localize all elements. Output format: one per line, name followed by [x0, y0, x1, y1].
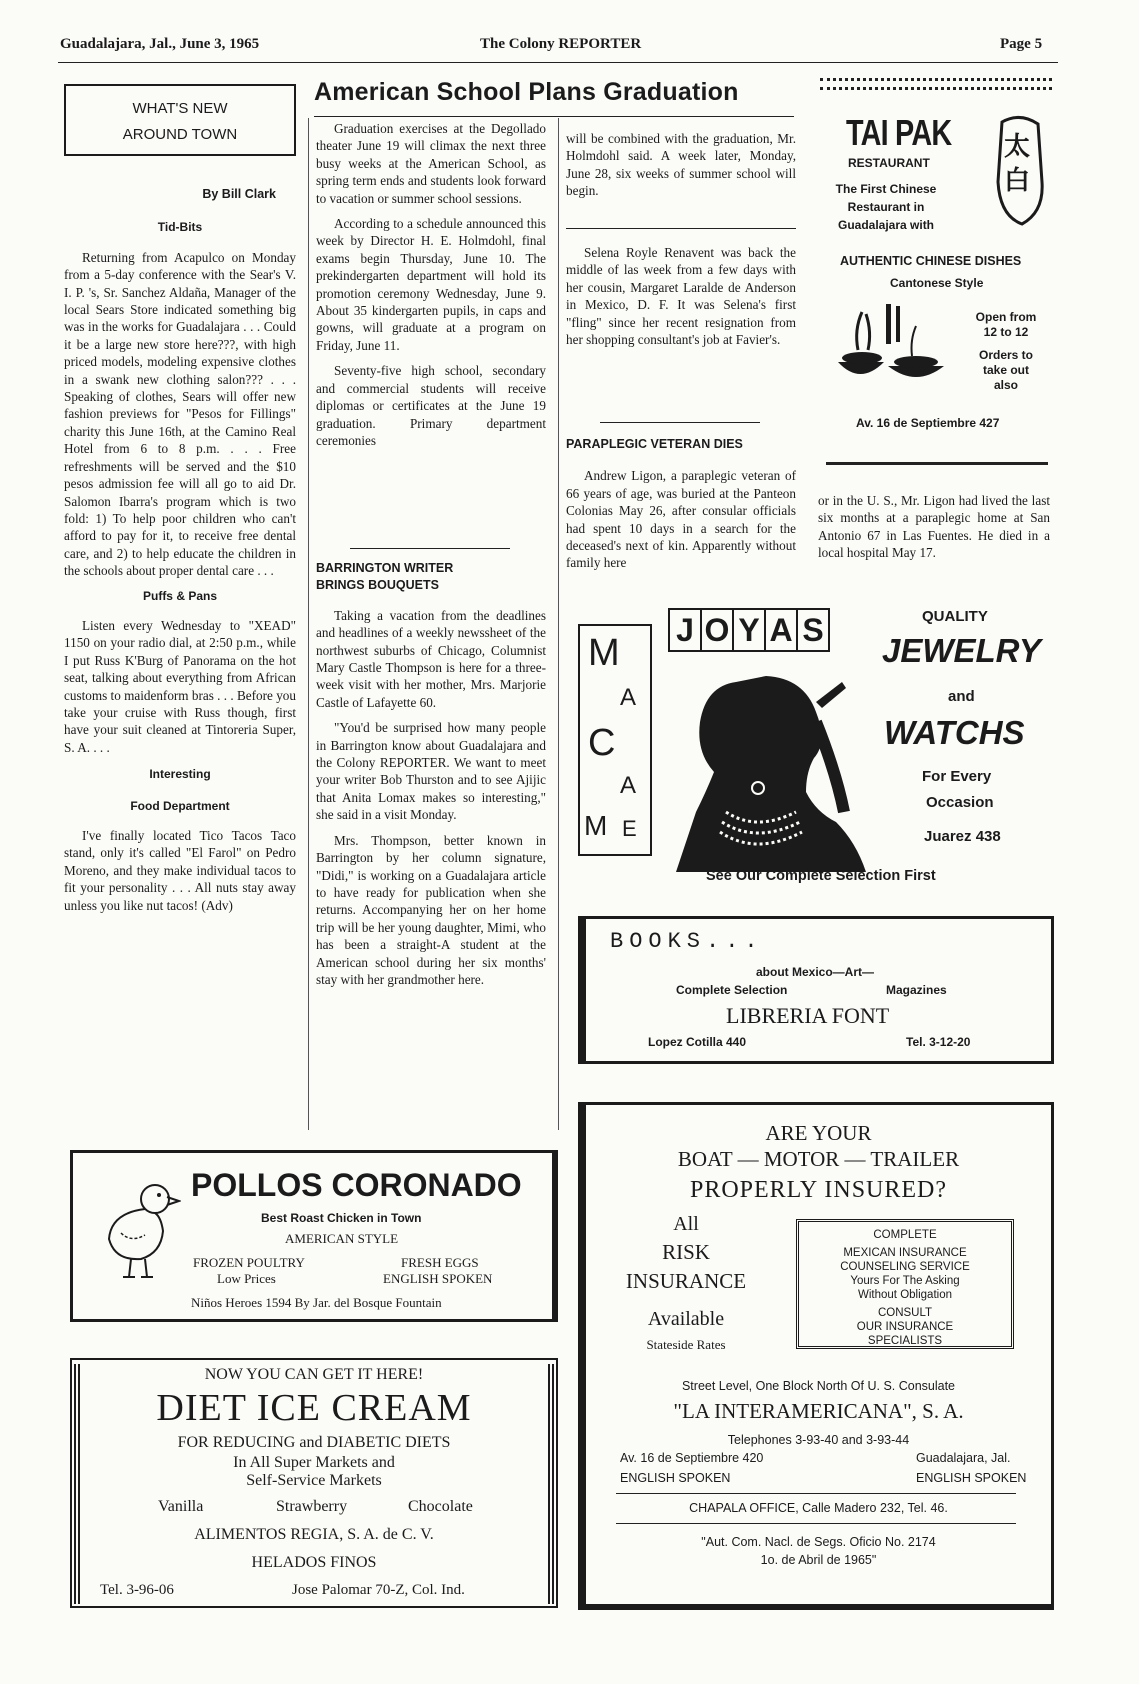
taipak-style: Cantonese Style [890, 276, 984, 290]
insurance-available: Available [647, 1308, 725, 1330]
joyas-and: and [948, 688, 975, 705]
masthead-rule [58, 62, 1058, 63]
taipak-open-2: 12 to 12 [983, 325, 1029, 339]
insurance-stateside: Stateside Rates [646, 1337, 726, 1352]
paper-name: The Colony REPORTER [480, 36, 642, 52]
taipak-orders-2: take out [982, 363, 1029, 377]
pollos-eggs: FRESH EGGS [401, 1255, 479, 1270]
insurance-phones: Telephones 3-93-40 and 3-93-44 [727, 1433, 910, 1447]
barrington-p1: Taking a vacation from the deadlines and headlines of a weekly newssheet of the northwest suburbs of Chicago, Columnist Mary Castle Thompson is here for a three-week visit with her mother, Mrs. Marjorie Castle of Lafayette 60. [316, 607, 546, 710]
macame-a2: A [620, 772, 637, 799]
whats-new-title-2: AROUND TOWN [122, 126, 238, 143]
taipak-restaurant: RESTAURANT [848, 156, 930, 170]
puffs-pans-text: Listen every Wednesday to "XEAD" 1150 on your radio dial, at 2:50 p.m., while I put Russ K'Burg of Panorama on the hot seat, talking about everything from African customs to maidenform bras . . . Before you take your cruise with Russ though, first have your suit cleaned at Tintoreria Super, S. A. . . . [64, 617, 296, 755]
diet-ad [70, 1358, 558, 1608]
graduation-p1: Graduation exercises at the Degollado theater June 19 will climax the next three busy weeks at the American School, as spring term ends and students look forward to vacation or summer school sessions. [316, 121, 546, 206]
insurance-addr: Av. 16 de Septiembre 420 [620, 1451, 764, 1465]
selena-column [566, 244, 796, 356]
graduation-p4: will be combined with the graduation, Mr. Holmdohl said. A week later, Monday, June 28, six weeks of summer school will begin. [566, 131, 796, 199]
barrington-p3: Mrs. Thompson, better known in Barrington by her column signature, "Didi," is working on a Guadalajara article to have ready for publication when she returns. Accompanying her on her home trip will be her young daughter, Mimi, who has been a straight-A student at the American school during her six months' stay with her grandmother here. [316, 832, 546, 987]
taipak-border [820, 78, 1052, 90]
paraplegic-head: PARAPLEGIC VETERAN DIES [566, 437, 743, 451]
insurance-box-7: OUR INSURANCE [856, 1321, 954, 1333]
whats-new-title-1: WHAT'S NEW [132, 100, 228, 117]
paraplegic-column [566, 436, 796, 580]
taipak-tag-1: The First Chinese [835, 182, 937, 196]
graduation-p3: Seventy-five high school, secondary and commercial students will receive diplomas or certificates at the June 19 graduation. Primary department ceremonies [316, 363, 546, 448]
barrington-head-2: BRINGS BOUQUETS [316, 578, 439, 593]
insurance-box-8: SPECIALISTS [867, 1335, 943, 1347]
col3-rule-2 [600, 422, 760, 423]
col2-rule [350, 548, 510, 549]
insurance-aut-2: 1o. de Abril de 1965" [760, 1553, 877, 1567]
barrington-head-1: BARRINGTON WRITER [316, 561, 454, 575]
insurance-ad [578, 1102, 1054, 1610]
page-number: Page 5 [1000, 36, 1043, 52]
taipak-authentic: AUTHENTIC CHINESE DISHES [840, 254, 1022, 268]
taipak-orders-3: also [993, 378, 1018, 392]
pollos-ad [70, 1150, 558, 1322]
joyas-letters [668, 608, 830, 652]
insurance-risk: RISK [662, 1240, 710, 1264]
insurance-street: Street Level, One Block North Of U. S. Consulate [681, 1379, 956, 1393]
insurance-box-5: Without Obligation [858, 1289, 952, 1301]
insurance-rule-2 [616, 1523, 1016, 1524]
col3-rule-1 [566, 228, 796, 229]
whats-new-box [64, 84, 296, 156]
joyas-occasion: Occasion [926, 794, 994, 811]
diet-tel: Tel. 3-96-06 [100, 1582, 174, 1598]
joyas-watchs: WATCHS [884, 714, 1025, 751]
graduation-headline: American School Plans Graduation [314, 78, 739, 106]
insurance-left [606, 1213, 766, 1353]
paraplegic-p1: Andrew Ligon, a paraplegic veteran of 66 years of age, was buried at the Panteon Colonias May 26, after consular officials had spent 10 days in a search for the deceased's next of kin. Apparently without family here [566, 468, 796, 571]
paraplegic-column-b [818, 492, 1050, 570]
insurance-all: All [673, 1213, 699, 1235]
chinese-char-2: 白 [1004, 166, 1031, 195]
diet-flavor-vanilla: Vanilla [158, 1498, 204, 1515]
food-department-heading: Food Department [130, 798, 230, 813]
graduation-column-b [566, 130, 796, 208]
insurance-box-2: MEXICAN INSURANCE [843, 1247, 967, 1259]
taipak-open-1: Open from [975, 310, 1037, 324]
tid-bits-text: Returning from Acapulco on Monday from a 5-day conference with the Sear's V. I. P. 's, Sr. Sanchez Aldaña, Manager of the local Sears Store indicated something big was in the works for Guadalajara . . . Could it be a large new store here???, with high priced models, modeling expensive clothes in a swank new clothing salon??? . . . Speaking of clothes, Sears will offer new fashion previews for "Pesos for Fillings" charity this June 16th, at the Camino Real Hotel from 6 to 8 p.m. . . . Free refreshments will be served and the $10 pesos admission fee will all go to aid Dr. Salomon Ibarra's program which is two fold: 1) To help poor children who can't afford to pay for it, to receive free dental care, and 2) to help educate the children in the schools about proper dental care . . . [64, 249, 296, 579]
col-divider-1 [308, 118, 309, 1130]
joyas-letter-o: O [702, 608, 734, 652]
chick-icon [101, 1173, 181, 1283]
taipak-address: Av. 16 de Septiembre 427 [856, 416, 1000, 430]
insurance-box [796, 1219, 1014, 1349]
whats-new-column [64, 186, 296, 922]
joyas-quality: QUALITY [922, 608, 988, 625]
joyas-letter-y: Y [734, 608, 766, 652]
insurance-company: "LA INTERAMERICANA", S. A. [673, 1399, 964, 1423]
macame-e: E [622, 816, 637, 841]
diet-helados: HELADOS FINOS [251, 1554, 377, 1571]
macame-m1: M [588, 632, 620, 674]
books-name: LIBRERIA FONT [726, 1003, 890, 1028]
barrington-column [316, 560, 546, 996]
diet-address: Jose Palomar 70-Z, Col. Ind. [292, 1582, 465, 1598]
taipak-tagline [828, 180, 944, 234]
dateline: Guadalajara, Jal., June 3, 1965 [60, 36, 260, 52]
col-divider-2 [558, 118, 559, 1130]
insurance-box-4: Yours For The Asking [850, 1275, 960, 1287]
pollos-name: POLLOS CORONADO [191, 1167, 522, 1203]
macame-m2: M [584, 810, 608, 841]
headline-rule [314, 116, 794, 117]
chinese-food-icon [828, 300, 958, 390]
selena-p1: Selena Royle Renavent was back the middle of las week from a few days with her cousin, Margaret Laralde de Anderson in Mexico, D. F. It was Selena's first "fling" since her recent resignation from her shopping consultant's job at Favier's. [566, 245, 796, 348]
insurance-h2: BOAT — MOTOR — TRAILER [677, 1147, 960, 1171]
insurance-h1: ARE YOUR [765, 1121, 872, 1145]
taipak-hours [966, 310, 1046, 393]
pollos-tag: Best Roast Chicken in Town [261, 1211, 422, 1225]
books-tel: Tel. 3-12-20 [906, 1035, 971, 1049]
insurance-box-3: COUNSELING SERVICE [840, 1261, 970, 1273]
macame-a1: A [620, 684, 637, 711]
woman-silhouette-icon [666, 662, 866, 872]
books-magazines: Magazines [886, 983, 947, 997]
insurance-city: Guadalajara, Jal. [916, 1451, 1011, 1465]
pollos-low: Low Prices [217, 1271, 276, 1286]
food-text: I've finally located Tico Tacos Taco stand, only it's called "El Farol" on Pedro Moreno, and they make individual tacos to fit your personality . . . All nuts stay away unless you like nut tacos! (Adv) [64, 828, 296, 913]
books-complete: Complete Selection [676, 983, 788, 997]
pollos-style: AMERICAN STYLE [285, 1231, 399, 1246]
diet-title: DIET ICE CREAM [156, 1387, 472, 1429]
books-address: Lopez Cotilla 440 [648, 1035, 747, 1049]
taipak-name: TAI PAK [846, 112, 952, 153]
insurance-box-6: CONSULT [877, 1307, 933, 1319]
taipak-ad [816, 78, 1056, 438]
graduation-p2: According to a schedule announced this week by Director H. E. Holmdohl, final exams begin Thursday, June 10. The prekindergarten department will hold its promotion ceremony Wednesday, June 9. About 35 kindergarten pupils, in caps and gowns, will graduate at a program on Friday, June 11. [316, 216, 546, 353]
insurance-h3: PROPERLY INSURED? [689, 1177, 948, 1203]
paraplegic-p2: or in the U. S., Mr. Ligon had lived the last six months at a paraplegic home at San Antonio 67 in Las Fuentes. He died in a local hospital May 17. [818, 493, 1050, 561]
joyas-for-every: For Every [922, 768, 992, 785]
insurance-chapala: CHAPALA OFFICE, Calle Madero 232, Tel. 46. [689, 1501, 948, 1515]
diet-markets-2: Self-Service Markets [246, 1472, 382, 1489]
insurance-english-2: ENGLISH SPOKEN [916, 1471, 1027, 1485]
books-title: BOOKS... [610, 929, 764, 954]
diet-company: ALIMENTOS REGIA, S. A. de C. V. [194, 1526, 434, 1543]
joyas-ad [576, 602, 1056, 892]
insurance-english-1: ENGLISH SPOKEN [620, 1471, 731, 1485]
macame-c: C [588, 722, 616, 764]
puffs-pans-heading: Puffs & Pans [142, 588, 217, 603]
insurance-rule-1 [616, 1493, 1016, 1494]
byline: By Bill Clark [202, 187, 276, 201]
insurance-ins: INSURANCE [625, 1269, 747, 1293]
pollos-frozen: FROZEN POULTRY [193, 1255, 305, 1270]
taipak-rule [826, 462, 1048, 465]
books-about: about Mexico—Art— [756, 965, 875, 979]
pollos-address: Niños Heroes 1594 By Jar. del Bosque Fountain [191, 1295, 442, 1310]
joyas-letter-j: J [668, 608, 702, 652]
barrington-p2: "You'd be surprised how many people in Barrington know about Guadalajara and the Colony REPORTER. We want to meet your writer Bob Thurston and to see Ajijic that Anita Lomax makes so interesting," she said in a visit Monday. [316, 720, 546, 823]
diet-markets-1: In All Super Markets and [233, 1454, 395, 1471]
diet-for: FOR REDUCING and DIABETIC DIETS [177, 1434, 451, 1451]
taipak-tag-2: Restaurant in [847, 200, 925, 214]
joyas-letter-a: A [766, 608, 798, 652]
graduation-column-a [316, 120, 546, 457]
joyas-address: Juarez 438 [924, 828, 1001, 845]
diet-flavor-chocolate: Chocolate [408, 1498, 473, 1515]
macame-box [578, 624, 652, 856]
insurance-box-1: COMPLETE [873, 1229, 937, 1241]
chinese-sign-icon [992, 112, 1048, 228]
taipak-tag-3: Guadalajara with [837, 218, 935, 232]
diet-flavor-strawberry: Strawberry [276, 1498, 348, 1515]
pollos-english: ENGLISH SPOKEN [383, 1271, 493, 1286]
insurance-aut-1: "Aut. Com. Nacl. de Segs. Oficio No. 2174 [701, 1535, 936, 1549]
joyas-letter-s: S [798, 608, 830, 652]
taipak-orders-1: Orders to [978, 348, 1033, 362]
interesting-heading: Interesting [149, 767, 211, 782]
books-ad [578, 916, 1054, 1064]
joyas-see: See Our Complete Selection First [706, 868, 936, 884]
diet-now: NOW YOU CAN GET IT HERE! [204, 1366, 424, 1383]
joyas-jewelry: JEWELRY [882, 632, 1041, 669]
tid-bits-heading: Tid-Bits [157, 220, 203, 235]
chinese-char-1: 太 [1004, 132, 1031, 161]
